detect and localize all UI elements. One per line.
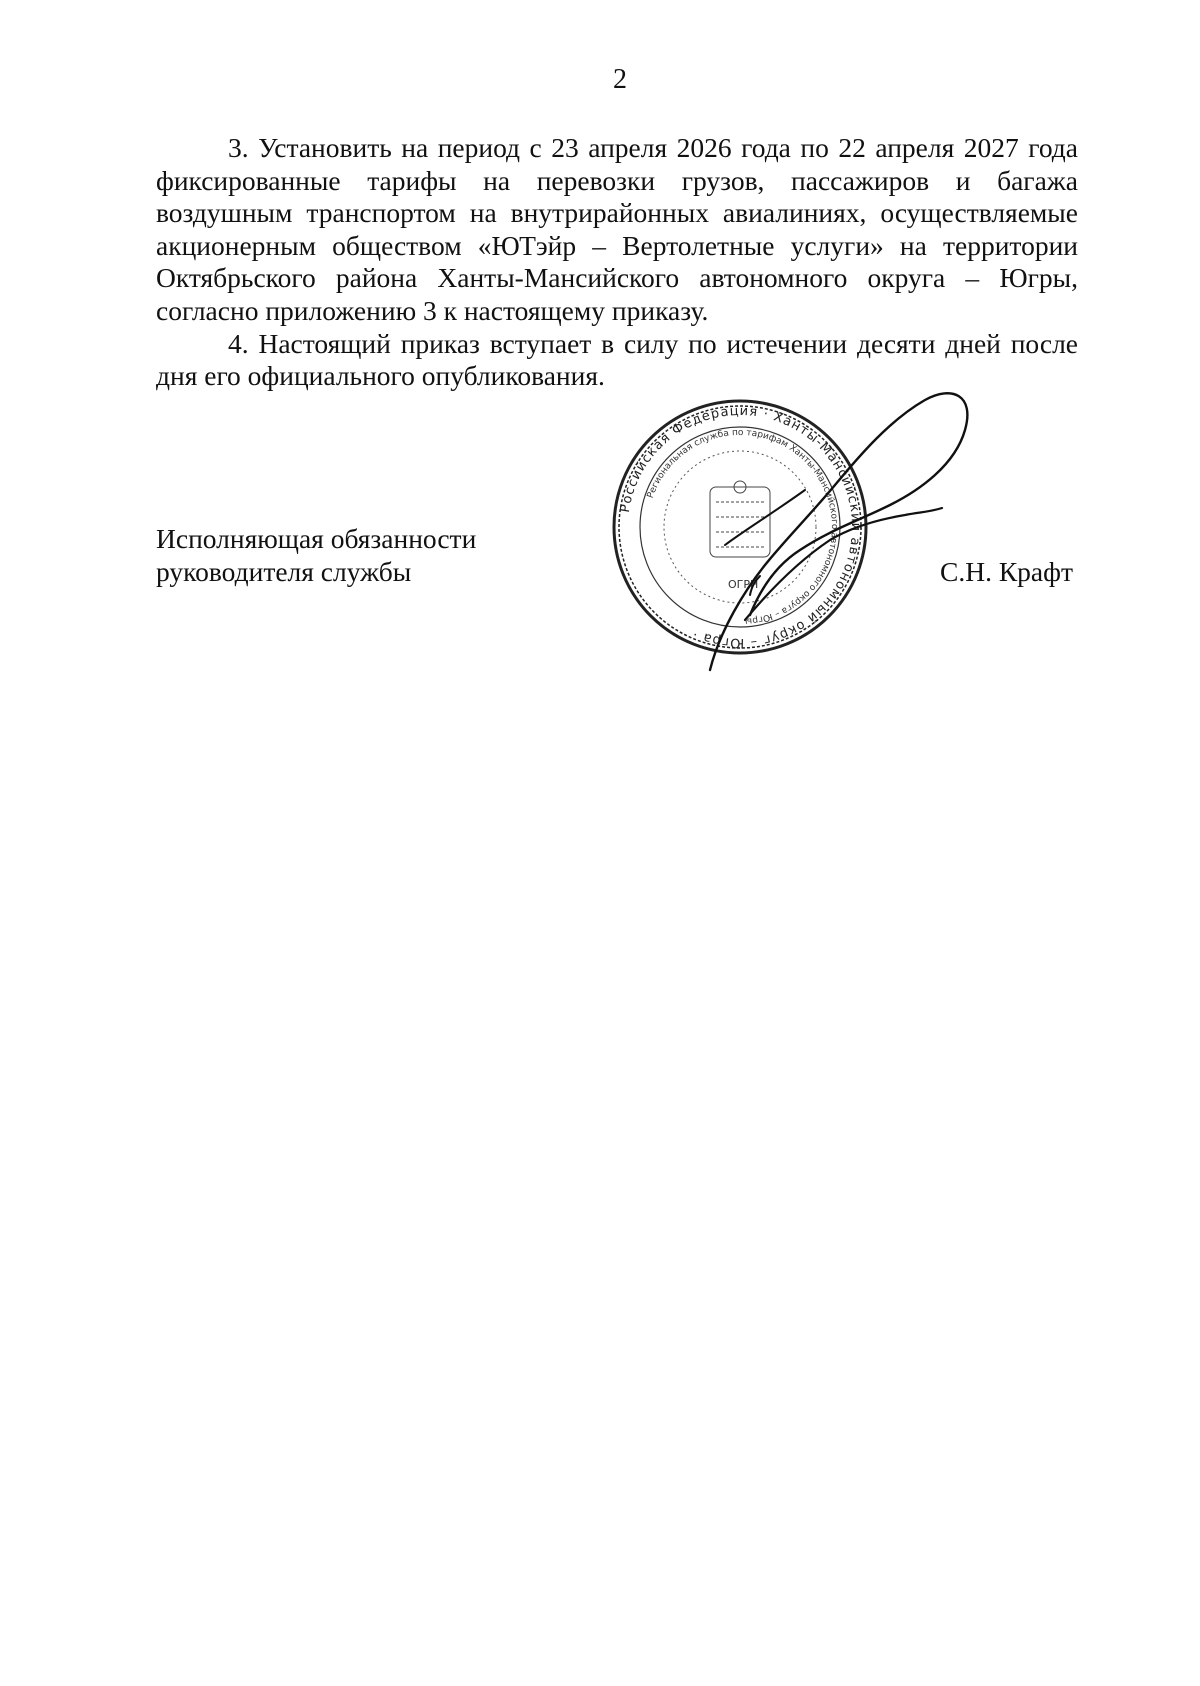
paragraph-3: 3. Установить на период с 23 апреля 2026 года по 22 апреля 2027 года фиксированные тарифы на перевозки грузов, пассажиров и багажа воздушным транспортом на внутрирайонных авиалиниях, осуществляемые акционерным обществом «ЮТэйр – Вертолетные услуги» на территории Октябрьского района Ханты-Мансийского автономного округа – Югры, согласно приложению 3 к настоящему приказу. bbox=[156, 132, 1078, 326]
svg-text:Российская Федерация · Ханты-М: Российская Федерация · Ханты-Мансийский автономный округ – Югра · bbox=[617, 403, 864, 651]
signatory-name: С.Н. Крафт bbox=[940, 556, 1073, 587]
handwritten-signature bbox=[690, 380, 980, 680]
page-number: 2 bbox=[613, 64, 627, 95]
document-body bbox=[156, 132, 1078, 393]
svg-text:ОГРН: ОГРН bbox=[728, 578, 759, 591]
paragraph-4: 4. Настоящий приказ вступает в силу по истечении десяти дней после дня его официального опубликования. bbox=[156, 327, 1078, 392]
signatory-title bbox=[156, 522, 476, 588]
signatory-title-line2: руководителя службы bbox=[156, 556, 412, 587]
signatory-title-line1: Исполняющая обязанности bbox=[156, 523, 477, 554]
svg-text:Региональная служба по тарифам: Региональная служба по тарифам Ханты-Мансийского автономного округа – Югры bbox=[645, 427, 840, 626]
